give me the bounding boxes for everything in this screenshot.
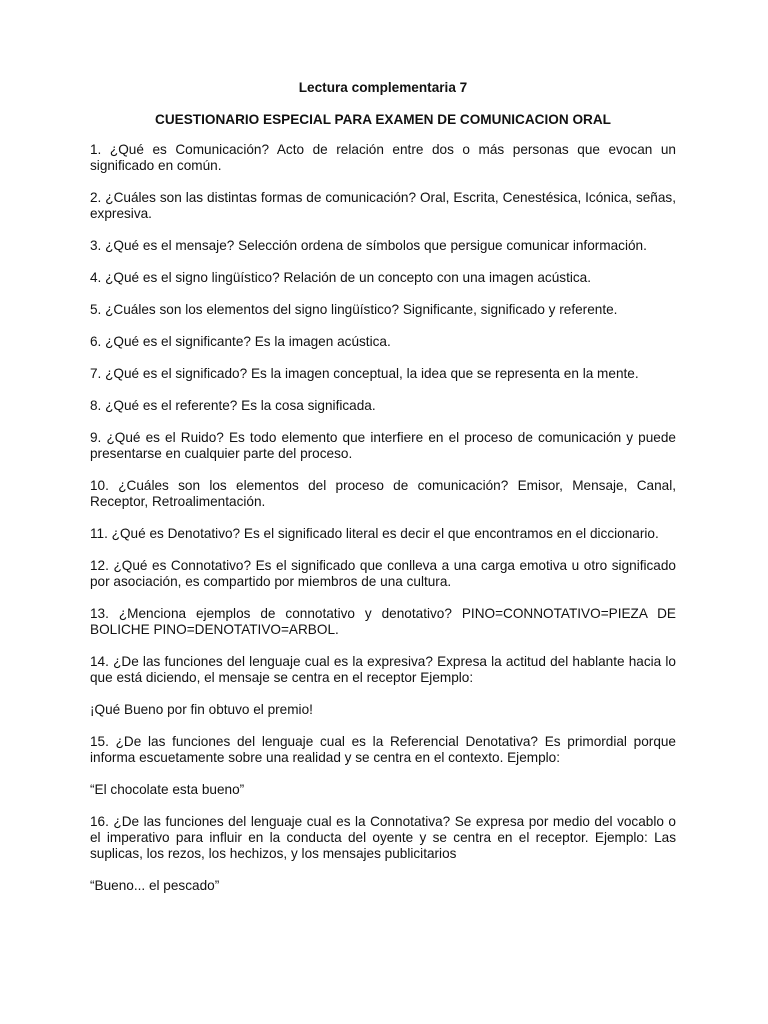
- paragraph-q1: 1. ¿Qué es Comunicación? Acto de relación entre dos o más personas que evocan un significado en común.: [90, 142, 676, 173]
- document-subtitle: CUESTIONARIO ESPECIAL PARA EXAMEN DE COMUNICACION ORAL: [155, 112, 611, 127]
- paragraph-q6: 6. ¿Qué es el significante? Es la imagen acústica.: [90, 334, 391, 349]
- example-q15: “El chocolate esta bueno”: [90, 782, 245, 797]
- paragraph-q3: 3. ¿Qué es el mensaje? Selección ordena de símbolos que persigue comunicar información.: [90, 238, 647, 253]
- paragraph-q15: 15. ¿De las funciones del lenguaje cual es la Referencial Denotativa? Es primordial porque informa escuetamente sobre una realidad y se centra en el contexto. Ejemplo:: [90, 734, 676, 765]
- document-page: [90, 80, 676, 910]
- paragraph-q4: 4. ¿Qué es el signo lingüístico? Relación de un concepto con una imagen acústica.: [90, 270, 592, 285]
- document-title: Lectura complementaria 7: [298, 80, 468, 95]
- paragraph-q12: 12. ¿Qué es Connotativo? Es el significado que conlleva a una carga emotiva u otro significado por asociación, es compartido por miembros de una cultura.: [90, 558, 676, 589]
- paragraph-q9: 9. ¿Qué es el Ruido? Es todo elemento que interfiere en el proceso de comunicación y puede presentarse en cualquier parte del proceso.: [90, 430, 676, 461]
- paragraph-q11: 11. ¿Qué es Denotativo? Es el significado literal es decir el que encontramos en el diccionario.: [90, 526, 659, 541]
- example-q16: “Bueno... el pescado”: [90, 878, 220, 893]
- paragraph-q7: 7. ¿Qué es el significado? Es la imagen conceptual, la idea que se representa en la mente.: [90, 366, 639, 381]
- paragraph-q10: 10. ¿Cuáles son los elementos del proceso de comunicación? Emisor, Mensaje, Canal, Receptor, Retroalimentación.: [90, 478, 676, 509]
- paragraph-q16: 16. ¿De las funciones del lenguaje cual es la Connotativa? Se expresa por medio del vocablo o el imperativo para influir en la conducta del oyente y se centra en el receptor. Ejemplo: Las suplicas, los rezos, los hechizos, y los mensajes publicitarios: [90, 814, 676, 861]
- paragraph-q13: 13. ¿Menciona ejemplos de connotativo y denotativo? PINO=CONNOTATIVO=PIEZA DE BOLICHE PINO=DENOTATIVO=ARBOL.: [90, 606, 676, 637]
- example-q14: ¡Qué Bueno por fin obtuvo el premio!: [90, 702, 313, 717]
- paragraph-q5: 5. ¿Cuáles son los elementos del signo lingüístico? Significante, significado y referente.: [90, 302, 618, 317]
- paragraph-q8: 8. ¿Qué es el referente? Es la cosa significada.: [90, 398, 376, 413]
- paragraph-q2: 2. ¿Cuáles son las distintas formas de comunicación? Oral, Escrita, Cenestésica, Icónica, señas, expresiva.: [90, 190, 676, 221]
- paragraph-q14: 14. ¿De las funciones del lenguaje cual es la expresiva? Expresa la actitud del hablante hacia lo que está diciendo, el mensaje se centra en el receptor Ejemplo:: [90, 654, 676, 685]
